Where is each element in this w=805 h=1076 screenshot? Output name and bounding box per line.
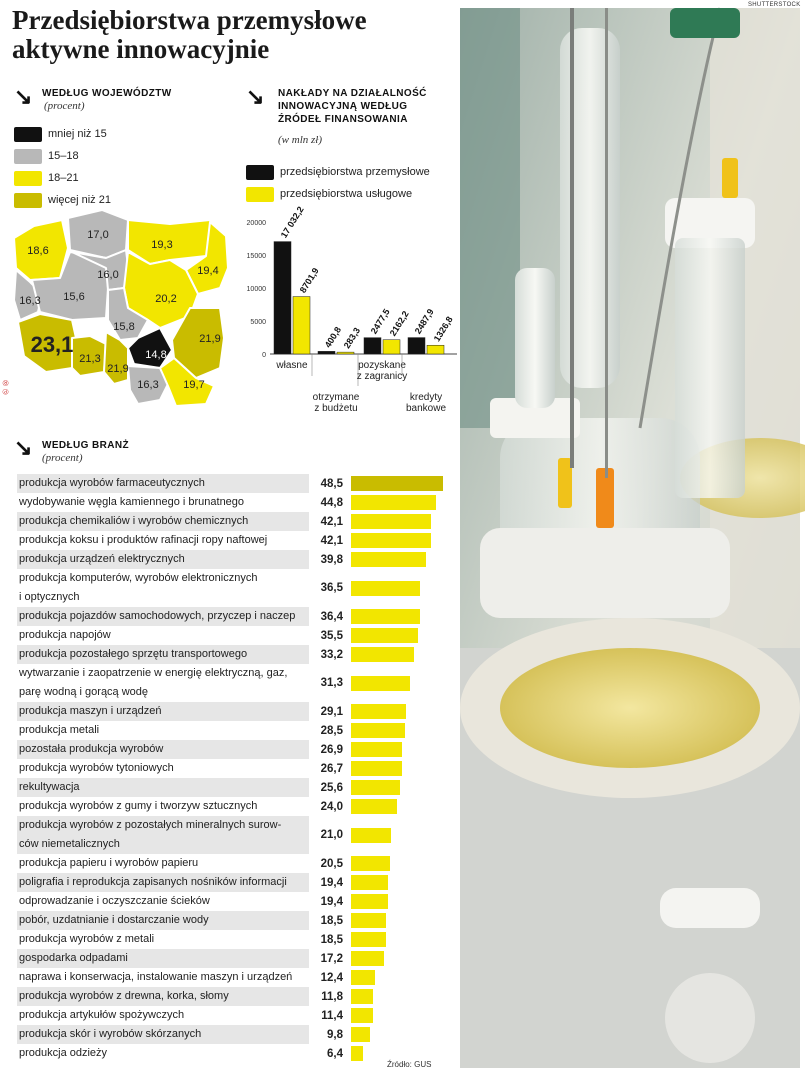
branch-value: 19,4 [320, 876, 343, 889]
funding-data-label: 17 032,2 [278, 204, 306, 240]
legend-item [246, 161, 430, 183]
branch-row [17, 911, 447, 930]
branch-bar-track [351, 514, 431, 529]
funding-data-label: 2487,9 [412, 306, 436, 336]
region-value: 19,4 [197, 265, 219, 277]
branch-bar [351, 647, 414, 662]
branch-bar [351, 828, 391, 843]
regions-header: WEDŁUG WOJEWÓDZTW [42, 88, 172, 99]
branch-row [17, 740, 447, 759]
branch-row [17, 968, 447, 987]
branch-row [17, 759, 447, 778]
branch-value: 42,1 [320, 534, 343, 547]
branch-row [17, 569, 447, 607]
branch-value: 44,8 [320, 496, 343, 509]
branch-value: 39,8 [320, 553, 343, 566]
branch-row [17, 512, 447, 531]
branch-row [17, 1025, 447, 1044]
branch-value: 28,5 [320, 724, 343, 737]
branch-bar-track [351, 723, 405, 738]
branch-value: 25,6 [320, 781, 343, 794]
branch-bar [351, 856, 390, 871]
branch-label-line: odprowadzanie i oczyszczanie ścieków [19, 895, 210, 907]
legend-swatch [14, 127, 42, 142]
branch-bar [351, 723, 405, 738]
branch-row [17, 930, 447, 949]
category-label: z budżetu [314, 403, 358, 414]
funding-unit: (w mln zł) [278, 134, 322, 146]
branch-label-line: produkcja pozostałego sprzętu transportowego [19, 648, 248, 660]
branch-row [17, 626, 447, 645]
branch-label-line: produkcja artykułów spożywczych [19, 1009, 185, 1021]
funding-bar-chart [232, 204, 460, 424]
region-value: 15,6 [63, 291, 85, 303]
branch-value: 36,4 [320, 610, 343, 623]
branch-bar [351, 742, 402, 757]
branch-label-line: produkcja urządzeń elektrycznych [19, 553, 185, 565]
photo-credit: SHUTTERSTOCK [748, 2, 801, 8]
funding-bar [408, 338, 425, 354]
branch-label-line: produkcja napojów [19, 629, 111, 641]
funding-bar [274, 242, 291, 354]
funding-legend [246, 161, 430, 205]
branch-label-line: poligrafia i reprodukcja zapisanych nośników informacji [19, 876, 287, 888]
branches-unit: (procent) [42, 452, 83, 464]
branch-bar-track [351, 913, 386, 928]
branch-bar [351, 1008, 373, 1023]
branch-row [17, 778, 447, 797]
legend-swatch [246, 187, 274, 202]
branch-label [17, 1006, 309, 1025]
branch-label [17, 607, 309, 626]
legend-item [14, 167, 111, 189]
branch-label [17, 854, 309, 873]
branch-label [17, 531, 309, 550]
branch-value: 11,8 [321, 990, 343, 1003]
legend-swatch [14, 193, 42, 208]
branch-bar-track [351, 799, 397, 814]
branch-label-line: i optycznych [19, 591, 80, 603]
branch-label [17, 512, 309, 531]
branch-bar-track [351, 856, 390, 871]
branch-row [17, 664, 447, 702]
funding-data-label: 1326,8 [431, 314, 455, 344]
category-label: pozyskane [358, 360, 406, 371]
branch-label-line: produkcja wyrobów tytoniowych [19, 762, 174, 774]
branch-row [17, 474, 447, 493]
region-value: 19,3 [151, 239, 173, 251]
region-value: 20,2 [155, 293, 177, 305]
branch-label-line: gospodarka odpadami [19, 952, 128, 964]
funding-bar [427, 345, 444, 354]
branch-label [17, 1025, 309, 1044]
branch-bar [351, 581, 420, 596]
category-label: bankowe [405, 403, 447, 414]
branch-label-line: rekultywacja [19, 781, 80, 793]
branch-label [17, 968, 309, 987]
branch-label [17, 626, 309, 645]
source-note: Źródło: GUS [387, 1060, 432, 1069]
funding-header: NAKŁADY NA DZIAŁALNOŚĆ INNOWACYJNĄ WEDŁUG ŹRÓDEŁ FINANSOWANIA [278, 88, 427, 125]
branch-row [17, 550, 447, 569]
branch-label-line: pozostała produkcja wyrobów [19, 743, 164, 755]
branch-bar-track [351, 951, 384, 966]
category-label: kredyty [409, 392, 443, 403]
funding-data-label: 8701,9 [297, 265, 321, 295]
branch-label [17, 721, 309, 740]
legend-label: 18–21 [48, 172, 79, 184]
category-label: własne [276, 360, 308, 371]
branch-bar [351, 1046, 363, 1061]
branch-label [17, 645, 309, 664]
branch-bar [351, 476, 443, 491]
branch-value: 33,2 [320, 648, 343, 661]
branch-bar [351, 970, 375, 985]
branch-row [17, 721, 447, 740]
copyright-mark: ℗® [1, 378, 10, 396]
branch-label-line: produkcja chemikaliów i wyrobów chemicznych [19, 515, 249, 527]
branch-bar [351, 533, 431, 548]
branch-label [17, 493, 309, 512]
legend-label: 15–18 [48, 150, 79, 162]
category-label: otrzymane [312, 392, 360, 403]
legend-label: przedsiębiorstwa przemysłowe [280, 166, 430, 178]
branch-row [17, 493, 447, 512]
funding-bar [383, 340, 400, 354]
region-value: 16,3 [137, 379, 159, 391]
branch-value: 29,1 [320, 705, 343, 718]
branch-bar-track [351, 552, 426, 567]
branch-bar [351, 875, 388, 890]
branch-bar [351, 989, 373, 1004]
branch-label-line: produkcja wyrobów z gumy i tworzyw sztucznych [19, 800, 258, 812]
branch-bar-track [351, 581, 420, 596]
region-value: 16,3 [19, 295, 41, 307]
branch-label [17, 664, 309, 702]
branch-label [17, 892, 309, 911]
region-value: 14,8 [145, 349, 167, 361]
branch-row [17, 702, 447, 721]
branch-bar-track [351, 704, 406, 719]
branch-bar [351, 932, 386, 947]
y-tick-label: 10000 [246, 286, 266, 293]
branch-label-line: produkcja skór i wyrobów skórzanych [19, 1028, 202, 1040]
branch-bar-track [351, 1046, 363, 1061]
funding-data-label: 2477,5 [368, 307, 392, 336]
branch-value: 24,0 [320, 800, 343, 813]
branch-label [17, 797, 309, 816]
branch-value: 42,1 [320, 515, 343, 528]
region-value: 18,6 [27, 245, 49, 257]
legend-label: mniej niż 15 [48, 128, 107, 140]
branch-bar-track [351, 647, 414, 662]
branch-label-line: produkcja maszyn i urządzeń [19, 705, 162, 717]
branch-bar-track [351, 495, 436, 510]
funding-data-label: 400,8 [322, 325, 344, 350]
arrow-icon: ↘ [246, 84, 265, 109]
branch-bar [351, 676, 410, 691]
y-tick-label: 5000 [250, 319, 266, 326]
branch-bar [351, 514, 431, 529]
branch-label-line: produkcja wyrobów z drewna, korka, słomy [19, 990, 229, 1002]
branch-value: 36,5 [320, 582, 343, 594]
legend-swatch [14, 149, 42, 164]
legend-item [246, 183, 430, 205]
branch-label [17, 569, 309, 607]
branch-label [17, 474, 309, 493]
branch-bar-track [351, 676, 410, 691]
branch-row [17, 987, 447, 1006]
category-label: z zagranicy [356, 371, 408, 382]
branch-bar-track [351, 1027, 370, 1042]
branch-label-line: wydobywanie węgla kamiennego i brunatnego [19, 496, 245, 508]
branches-bar-chart [17, 474, 447, 1063]
region-value: 21,9 [199, 333, 221, 345]
branch-bar-track [351, 609, 420, 624]
branch-label-line: produkcja wyrobów z pozostałych mineralnych surow- [19, 819, 282, 831]
branch-value: 11,4 [321, 1009, 343, 1022]
branch-row [17, 854, 447, 873]
branch-row [17, 645, 447, 664]
branch-bar-track [351, 742, 402, 757]
branch-label-line: wytwarzanie i zaopatrzenie w energię elektryczną, gaz, [19, 667, 288, 679]
branch-value: 6,4 [327, 1047, 343, 1060]
branch-label-line: naprawa i konserwacja, instalowanie maszyn i urządzeń [19, 971, 293, 983]
branch-bar [351, 704, 406, 719]
branch-value: 35,5 [320, 629, 343, 642]
arrow-icon: ↘ [14, 435, 33, 460]
branch-bar [351, 761, 402, 776]
branch-label-line: pobór, uzdatnianie i dostarczanie wody [19, 914, 209, 926]
branch-value: 20,5 [320, 857, 343, 870]
branch-label [17, 702, 309, 721]
branch-value: 9,8 [327, 1028, 343, 1041]
branch-label-line: produkcja koksu i produktów rafinacji ropy naftowej [19, 534, 268, 546]
funding-bar [318, 351, 335, 354]
region-value: 19,7 [183, 379, 205, 391]
branch-bar-track [351, 894, 388, 909]
legend-item [14, 145, 111, 167]
branch-label-line: produkcja komputerów, wyrobów elektronicznych [19, 572, 258, 584]
branch-row [17, 816, 447, 854]
branch-bar-track [351, 628, 418, 643]
branch-label [17, 987, 309, 1006]
branch-value: 26,9 [320, 743, 343, 756]
branch-bar-track [351, 780, 400, 795]
branch-label [17, 873, 309, 892]
branch-bar [351, 495, 436, 510]
branch-value: 31,3 [320, 677, 343, 689]
branch-value: 26,7 [320, 762, 343, 775]
branch-label-line: produkcja metali [19, 724, 100, 736]
branch-row [17, 607, 447, 626]
branch-bar [351, 951, 384, 966]
branch-label [17, 816, 309, 854]
region-value: 17,0 [87, 229, 109, 241]
branch-bar-track [351, 476, 443, 491]
branch-value: 17,2 [320, 952, 343, 965]
branch-bar [351, 894, 388, 909]
branch-bar [351, 628, 418, 643]
branch-row [17, 797, 447, 816]
branch-bar [351, 913, 386, 928]
funding-data-label: 2162,2 [387, 309, 411, 338]
branch-value: 18,5 [320, 914, 343, 927]
branch-bar-track [351, 970, 375, 985]
region-value: 21,9 [107, 363, 129, 375]
branch-row [17, 892, 447, 911]
funding-bar [293, 297, 310, 354]
branch-bar-track [351, 828, 391, 843]
legend-swatch [14, 171, 42, 186]
branch-label-line: produkcja wyrobów farmaceutycznych [19, 477, 205, 489]
branch-bar [351, 552, 426, 567]
legend-label: przedsiębiorstwa usługowe [280, 188, 413, 200]
branch-bar-track [351, 1008, 373, 1023]
branch-row [17, 1006, 447, 1025]
branch-value: 19,4 [320, 895, 343, 908]
regions-unit: (procent) [44, 100, 85, 112]
branch-value: 48,5 [320, 477, 343, 490]
branch-bar-track [351, 875, 388, 890]
branch-label-line: parę wodną i gorącą wodę [19, 686, 149, 698]
region-value: 21,3 [79, 353, 101, 365]
branch-row [17, 873, 447, 892]
branch-bar [351, 799, 397, 814]
region-value: 16,0 [97, 269, 119, 281]
y-tick-label: 20000 [246, 220, 266, 227]
legend-label: więcej niż 21 [48, 194, 111, 206]
arrow-icon: ↘ [14, 84, 33, 109]
branch-row [17, 949, 447, 968]
branch-label-line: produkcja papieru i wyrobów papieru [19, 857, 199, 869]
branch-bar [351, 609, 420, 624]
lab-photo [460, 2, 801, 1068]
legend-item [14, 123, 111, 145]
y-tick-label: 15000 [246, 253, 266, 260]
poland-voivodeship-map [10, 208, 235, 408]
regions-legend [14, 123, 111, 211]
branch-bar-track [351, 932, 386, 947]
branch-bar [351, 1027, 370, 1042]
branch-value: 12,4 [320, 971, 343, 984]
branch-label-line: produkcja wyrobów z metali [19, 933, 155, 945]
branch-label-line: produkcja pojazdów samochodowych, przyczep i naczep [19, 610, 296, 622]
branch-row [17, 531, 447, 550]
branch-label-line: produkcja odzieży [19, 1047, 108, 1059]
branch-label-line: ców niemetalicznych [19, 838, 120, 850]
branch-row [17, 1044, 447, 1063]
branch-label [17, 550, 309, 569]
branch-label [17, 949, 309, 968]
branch-value: 18,5 [320, 933, 343, 946]
branch-bar-track [351, 761, 402, 776]
funding-bar [364, 338, 381, 354]
region-value: 23,1 [30, 332, 74, 357]
branch-value: 21,0 [320, 829, 343, 841]
branch-label [17, 778, 309, 797]
y-tick-label: 0 [262, 352, 266, 359]
branch-bar-track [351, 533, 431, 548]
funding-data-label: 283,3 [341, 325, 363, 351]
branch-bar [351, 780, 400, 795]
branch-bar-track [351, 989, 373, 1004]
branch-label [17, 759, 309, 778]
branches-header: WEDŁUG BRANŻ [42, 440, 130, 451]
branch-label [17, 911, 309, 930]
legend-swatch [246, 165, 274, 180]
branch-label [17, 740, 309, 759]
funding-bar [337, 352, 354, 354]
branch-label [17, 1044, 309, 1063]
region-value: 15,8 [113, 321, 135, 333]
page-title: Przedsiębiorstwa przemysłowe aktywne innowacyjnie [12, 5, 367, 64]
branch-label [17, 930, 309, 949]
